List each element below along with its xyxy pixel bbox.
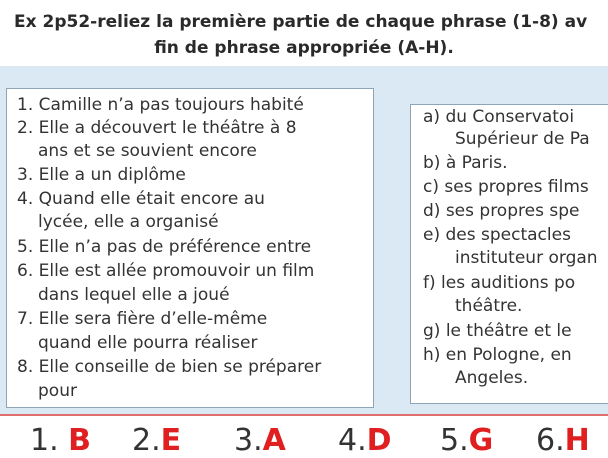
answer-2: 2.E [132, 423, 182, 458]
sentence-8-cont: pour [38, 381, 77, 401]
ending-c: c) ses propres films [423, 177, 589, 197]
ending-e: e) des spectacles [423, 225, 571, 245]
sentence-8: 8. Elle conseille de bien se préparer [17, 357, 322, 377]
exercise-header [0, 0, 608, 66]
sentence-2-cont: ans et se souvient encore [38, 141, 257, 161]
answer-1: 1. B [30, 423, 92, 458]
sentence-4-cont: lycée, elle a organisé [38, 212, 219, 232]
sentence-4: 4. Quand elle était encore au [17, 189, 265, 209]
sentence-endings-box [410, 104, 608, 404]
sentence-3: 3. Elle a un diplôme [17, 165, 186, 185]
ending-e-cont: instituteur organ [455, 248, 598, 268]
sentence-6: 6. Elle est allée promouvoir un film [17, 261, 315, 281]
sentence-5: 5. Elle n’a pas de préférence entre [17, 237, 312, 257]
ending-a: a) du Conservatoi [423, 107, 575, 127]
answer-6: 6.H [536, 423, 590, 458]
ending-a-cont: Supérieur de Pa [455, 129, 590, 149]
sentence-1: 1. Camille n’a pas toujours habité [17, 95, 304, 115]
sentence-starts-box [6, 88, 374, 408]
sentence-7: 7. Elle sera fière d’elle-même [17, 309, 268, 329]
answer-4: 4.D [338, 423, 392, 458]
answer-strip [0, 414, 608, 458]
ending-f: f) les auditions po [423, 273, 576, 293]
ending-d: d) ses propres spe [423, 201, 580, 221]
ending-f-cont: théâtre. [455, 296, 523, 316]
instruction-line-1: Ex 2p52-reliez la première partie de chaque phrase (1-8) av [14, 12, 588, 32]
ending-g: g) le théâtre et le [423, 321, 572, 341]
sentence-2: 2. Elle a découvert le théâtre à 8 [17, 118, 297, 138]
ending-h: h) en Pologne, en [423, 345, 572, 365]
answer-3: 3.A [234, 423, 286, 458]
instruction-line-2: fin de phrase appropriée (A-H). [154, 38, 454, 58]
ending-h-cont: Angeles. [455, 368, 529, 388]
sentence-6-cont: dans lequel elle a joué [38, 285, 230, 305]
sentence-7-cont: quand elle pourra réaliser [38, 333, 258, 353]
answer-5: 5.G [440, 423, 494, 458]
ending-b: b) à Paris. [423, 153, 508, 173]
